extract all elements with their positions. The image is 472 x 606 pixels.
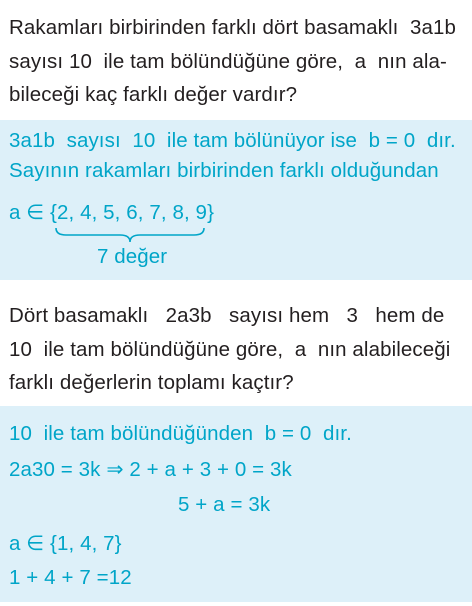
- question-2-line-1: Dört basamaklı 2a3b sayısı hem 3 hem de: [9, 304, 445, 327]
- question-1-line-2: sayısı 10 ile tam bölündüğüne göre, a nın ala-: [9, 50, 447, 73]
- solution-2-line-4: a ∈ {1, 4, 7}: [9, 532, 122, 555]
- solution-2-line-5: 1 + 4 + 7 =12: [9, 566, 132, 589]
- solution-2-line-2: 2a30 = 3k ⇒ 2 + a + 3 + 0 = 3k: [9, 458, 292, 481]
- solution-2-line-1: 10 ile tam bölündüğünden b = 0 dır.: [9, 422, 352, 445]
- solution-1-set: [9, 203, 214, 224]
- solution-1-set-prefix: a ∈ {: [9, 201, 57, 224]
- question-2-line-3: farklı değerlerin toplamı kaçtır?: [9, 371, 294, 394]
- solution-1-set-suffix: }: [207, 201, 215, 224]
- solution-1-brace-label: 7 değer: [97, 245, 168, 268]
- underbrace-icon: [54, 226, 206, 244]
- solution-1-set-values: 2, 4, 5, 6, 7, 8, 9: [57, 201, 208, 224]
- solution-1-line-2: Sayının rakamları birbirinden farklı olduğundan: [9, 159, 439, 182]
- solution-1-line-1: 3a1b sayısı 10 ile tam bölünüyor ise b = 0 dır.: [9, 129, 456, 152]
- solution-2-line-3: 5 + a = 3k: [178, 493, 271, 516]
- question-1-line-1: Rakamları birbirinden farklı dört basamaklı 3a1b: [9, 16, 456, 39]
- question-2-line-2: 10 ile tam bölündüğüne göre, a nın alabileceği: [9, 338, 451, 361]
- question-1-line-3: bileceği kaç farklı değer vardır?: [9, 83, 298, 106]
